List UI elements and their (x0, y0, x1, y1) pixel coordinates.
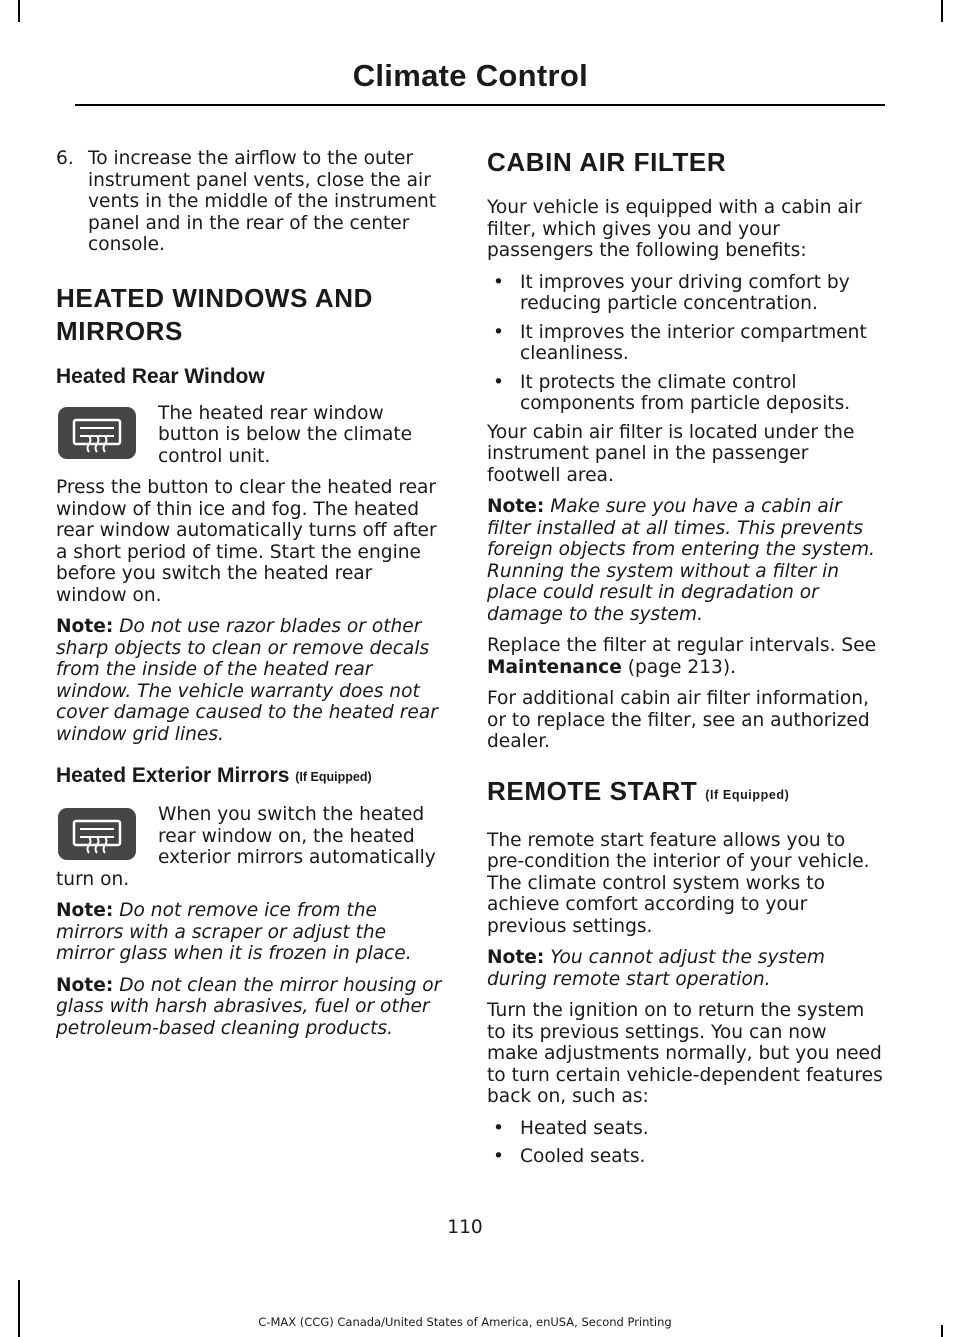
bullet-mark: • (493, 371, 504, 393)
cabin-air-filter-heading: CABIN AIR FILTER (487, 147, 727, 177)
heated-rear-body: Press the button to clear the heated rear window of thin ice and fog. The heated rear window automatically turns off after a short period of time. Start the engine before you switch the heated rear window on. (56, 477, 437, 606)
heated-rear-note (56, 616, 448, 745)
list-item: • Cooled seats. (487, 1146, 883, 1168)
cabin-intro: Your vehicle is equipped with a cabin air filter, which gives you and your passengers the following benefits: (487, 197, 862, 261)
list-item: • It improves the interior compartment cleanliness. (487, 322, 883, 365)
cabin-bullet-list (487, 272, 883, 415)
if-equipped-tag: (If Equipped) (705, 787, 790, 802)
cabin-note (487, 496, 883, 625)
header-rule (75, 104, 885, 106)
note-label: Note: (56, 616, 114, 637)
cabin-info: For additional cabin air filter information, or to replace the filter, see an authorized dealer. (487, 688, 870, 752)
footer-text: C-MAX (CCG) Canada/United States of America, enUSA, Second Printing (258, 1315, 672, 1329)
remote-bullet-list (487, 1118, 883, 1168)
rear-defrost-icon (58, 407, 136, 459)
heated-rear-icon-block (56, 403, 448, 468)
page-header-title: Climate Control (352, 58, 588, 93)
bullet-mark: • (493, 1117, 504, 1139)
heated-rear-icon-text: The heated rear window button is below the climate control unit. (158, 402, 413, 467)
note-text: Do not use razor blades or other sharp objects to clean or remove decals from the inside of the heated rear window. The vehicle warranty does not cover damage caused to the heated rear window grid lines. (56, 616, 438, 745)
maintenance-link[interactable]: Maintenance (487, 656, 622, 678)
cabin-location: Your cabin air filter is located under the instrument panel in the passenger footwell area. (487, 421, 855, 486)
remote-ignition: Turn the ignition on to return the system to its previous settings. You can now make adjustments normally, but you need to turn certain vehicle-dependent features back on, such as: (487, 1000, 883, 1107)
step-text: To increase the airflow to the outer instrument panel vents, close the air vents in the middle of the instrument panel and in the rear of the center console. (88, 148, 437, 255)
bullet-mark: • (493, 321, 504, 343)
list-item: • Heated seats. (487, 1118, 883, 1140)
remote-start-heading: REMOTE START (If Equipped) (487, 775, 790, 806)
crop-mark-top-right-v (941, 0, 943, 22)
heated-mirrors-note-2 (56, 975, 448, 1040)
bullet-mark: • (493, 271, 504, 293)
step-6 (56, 148, 448, 256)
crop-mark-top-left-v (18, 0, 20, 22)
list-item: • It protects the climate control components from particle deposits. (487, 372, 883, 415)
crop-mark-bottom-right-v (941, 1325, 943, 1337)
list-item: • It improves your driving comfort by reducing particle concentration. (487, 272, 883, 315)
step-number: 6. (56, 148, 74, 169)
heated-mirrors-heading: Heated Exterior Mirrors (If Equipped) (56, 764, 372, 787)
heated-mirrors-icon-block (56, 804, 448, 890)
note-text: Do not remove ice from the mirrors with a scraper or adjust the mirror glass when it is frozen in place. (56, 900, 412, 964)
remote-note (487, 947, 883, 990)
if-equipped-tag: (If Equipped) (295, 770, 372, 784)
heated-mirrors-note-1 (56, 900, 448, 965)
page-number: 110 (447, 1217, 483, 1238)
left-column (56, 148, 448, 1049)
heated-mirrors-icon-text: When you switch the heated rear window on, the heated exterior mirrors automatically turn on. (56, 804, 436, 890)
note-text: Make sure you have a cabin air filter installed at all times. This prevents foreign objects from entering the system. Running the system without a filter in place could result in degradation or damage to the system. (487, 496, 875, 625)
note-text: Do not clean the mirror housing or glass with harsh abrasives, fuel or other petroleum-based cleaning products. (56, 974, 442, 1039)
bullet-mark: • (493, 1146, 504, 1167)
section-title-mirrors: MIRRORS (56, 315, 183, 346)
heated-rear-window-heading: Heated Rear Window (56, 364, 265, 388)
note-label: Note: (56, 900, 114, 921)
cabin-replace: Replace the filter at regular intervals. See Maintenance (page 213). (487, 635, 877, 678)
remote-intro: The remote start feature allows you to pre-condition the interior of your vehicle. The climate control system works to achieve comfort according to your previous settings. (487, 829, 870, 937)
rear-defrost-icon (58, 808, 136, 860)
note-label: Note: (487, 496, 545, 517)
note-text: You cannot adjust the system during remote start operation. (487, 947, 826, 990)
section-title-heated-windows: HEATED WINDOWS AND (56, 282, 373, 313)
right-column (487, 148, 883, 1175)
note-label: Note: (56, 974, 114, 996)
note-label: Note: (487, 947, 545, 968)
